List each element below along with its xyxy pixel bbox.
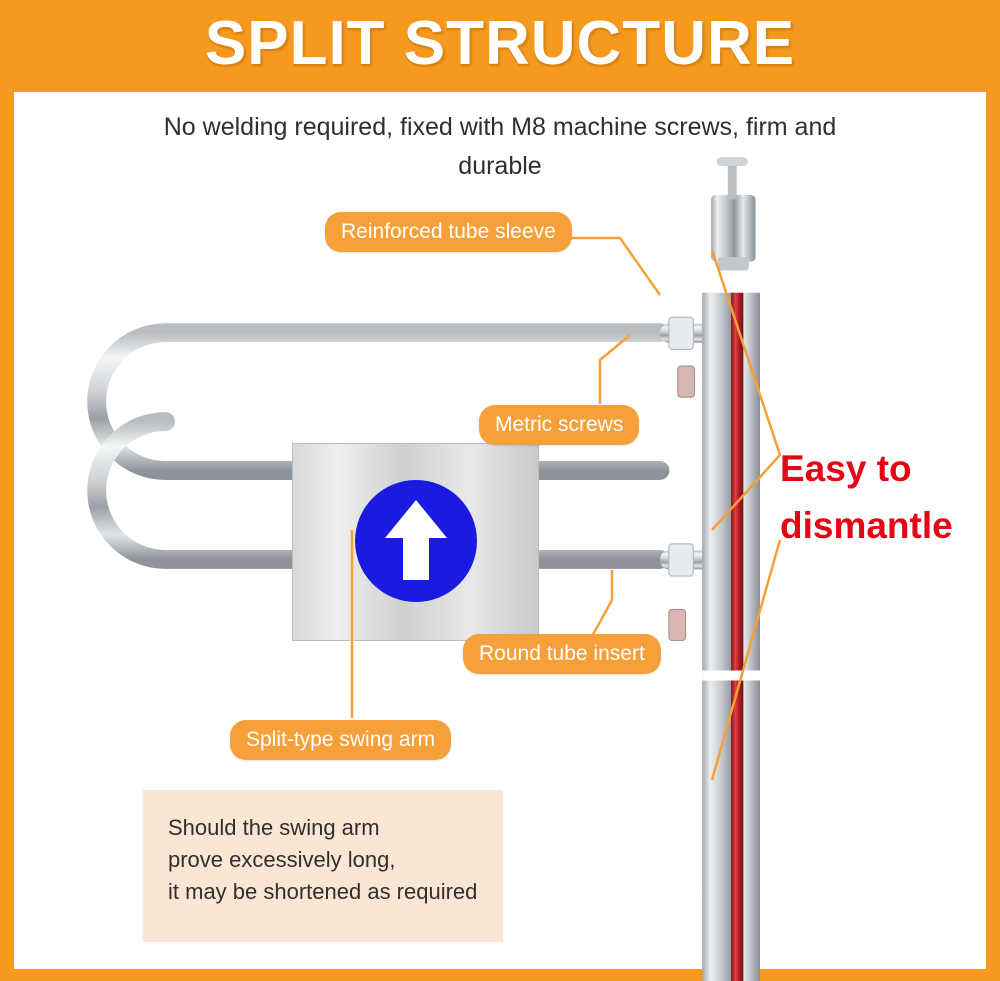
note-line-2: prove excessively long, (168, 846, 396, 872)
note-line-3: it may be shortened as required (168, 878, 478, 904)
up-arrow-icon (355, 480, 477, 602)
note-box (143, 790, 503, 942)
note-line-1: Should the swing arm (168, 815, 380, 840)
page-title: SPLIT STRUCTURE (204, 9, 796, 78)
callout-split-type-swing-arm: Split-type swing arm (230, 720, 451, 760)
highlight-line-1: Easy to (780, 448, 912, 489)
page-subtitle: No welding required, fixed with M8 machine screws, firm and durable (163, 113, 837, 180)
highlight-easy-to-dismantle (780, 440, 995, 555)
frame-left-border (0, 0, 14, 981)
highlight-line-2: dismantle (780, 505, 953, 547)
callout-reinforced-tube-sleeve: Reinforced tube sleeve (325, 212, 572, 252)
callout-round-tube-insert: Round tube insert (463, 634, 661, 674)
callout-metric-screws: Metric screws (479, 405, 639, 445)
